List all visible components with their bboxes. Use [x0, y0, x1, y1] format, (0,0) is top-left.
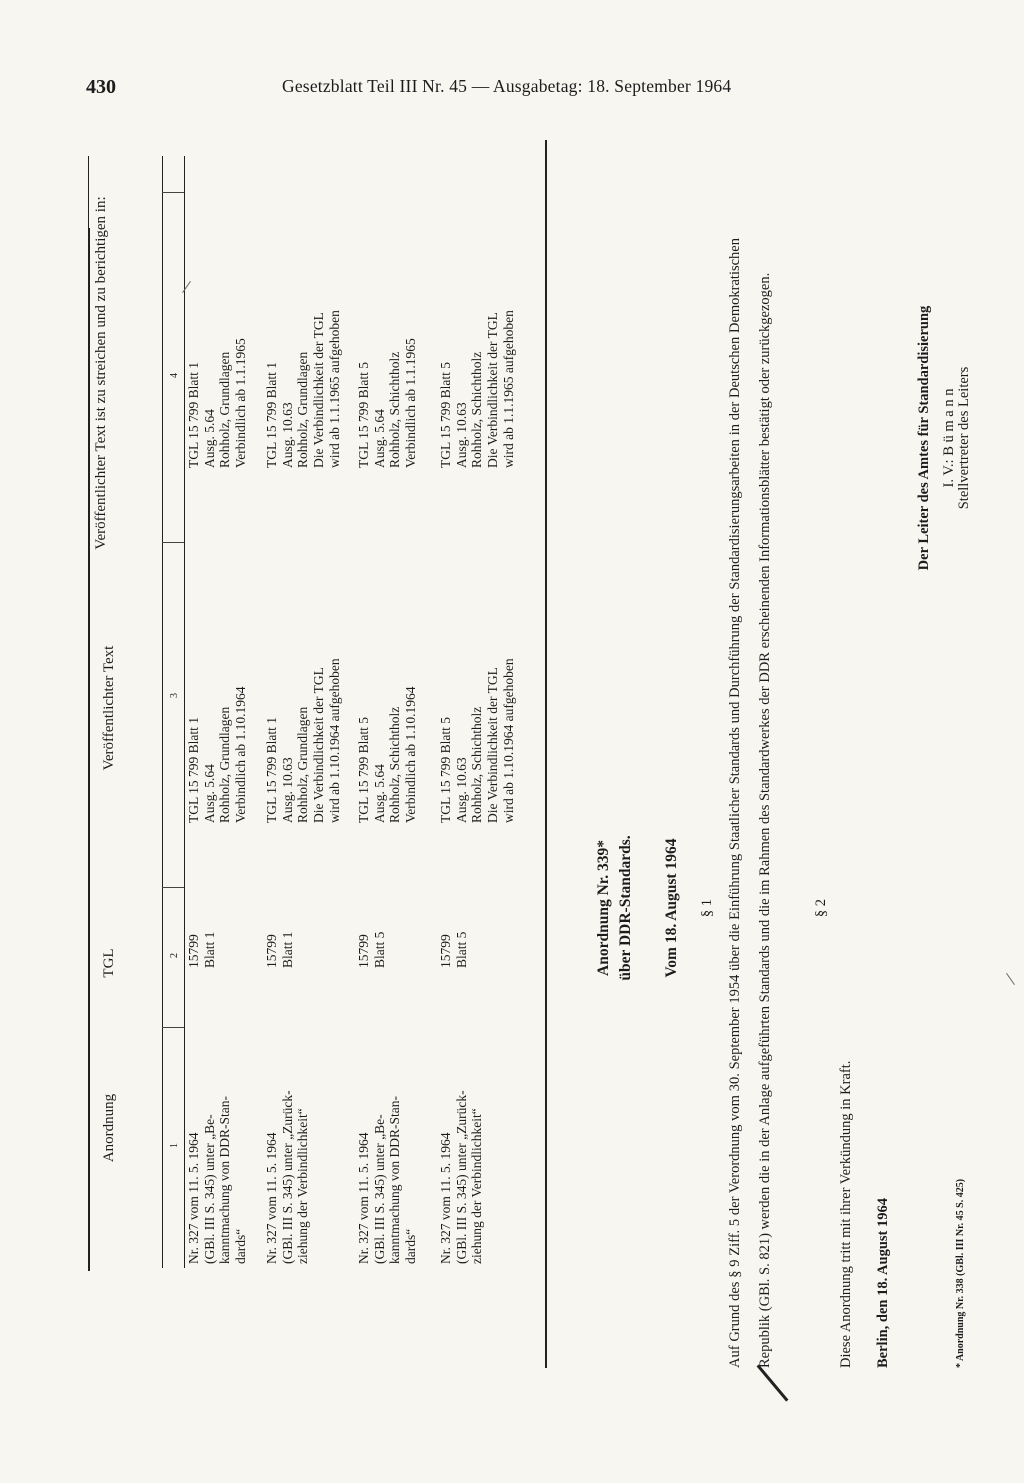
- section-2-symbol: § 2: [813, 898, 829, 918]
- row2-anordnung: Nr. 327 vom 11. 5. 1964 (GBl. III S. 345) unter „Zurück- ziehung der Verbindlichkeit“: [264, 1090, 311, 1264]
- table-header-rule: [162, 156, 163, 1268]
- row2-corrected-text: TGL 15 799 Blatt 1 Ausg. 10.63 Rohholz, Grundlagen Die Verbindlichkeit der TGL wird ab 1.1.1965 aufgehoben: [264, 310, 342, 468]
- section-2-text: Diese Anordnung tritt mit ihrer Verkündung in Kraft.: [838, 1060, 854, 1368]
- row4-tgl: 15799 Blatt 5: [438, 931, 469, 968]
- row4-corrected-text: TGL 15 799 Blatt 5 Ausg. 10.63 Rohholz, Schichtholz Die Verbindlichkeit der TGL wird ab 1.1.1965 aufgehoben: [438, 310, 516, 468]
- row3-published-text: TGL 15 799 Blatt 5 Ausg. 5.64 Rohholz, Schichtholz Verbindlich ab 1.10.1964: [356, 686, 419, 823]
- col-head-anordnung: Anordnung: [101, 1093, 117, 1163]
- page-number: 430: [86, 76, 116, 98]
- decree-title-line1: Anordnung Nr. 339*: [595, 840, 612, 976]
- row4-published-text: TGL 15 799 Blatt 5 Ausg. 10.63 Rohholz, Schichtholz Die Verbindlichkeit der TGL wird ab 1.10.1964 aufgehoben: [438, 658, 516, 823]
- signature-name: I. V.: B ü m a n n: [941, 388, 957, 488]
- decree-date: Vom 18. August 1964: [663, 838, 680, 978]
- page-header-title: Gesetzblatt Teil III Nr. 45 — Ausgabetag: 18. September 1964: [282, 76, 732, 96]
- col-number-4: 4: [169, 373, 180, 378]
- col-head-corrected: Veröffentlichter Text ist zu streichen und zu berichtigen in:: [93, 196, 109, 550]
- section-1-symbol: § 1: [699, 898, 715, 918]
- decree-title-line2: über DDR-Standards.: [617, 835, 634, 981]
- row2-tgl: 15799 Blatt 1: [264, 931, 295, 968]
- col-divider: [162, 1027, 184, 1028]
- signature-role: Stellvertreter des Leiters: [956, 366, 972, 510]
- signature-title: Der Leiter des Amtes für Standardisierung: [916, 305, 932, 571]
- row3-corrected-text: TGL 15 799 Blatt 5 Ausg. 5.64 Rohholz, Schichtholz Verbindlich ab 1.1.1965: [356, 338, 419, 468]
- correction-table: [88, 156, 548, 1268]
- decree-339: [545, 178, 972, 1368]
- section-1-text: Auf Grund des § 9 Ziff. 5 der Verordnung vom 30. September 1954 über die Einführung Staatlicher Standards und Durchführung der Standardisierungsarbeiten in der Deutschen Demokratischen Republik (GBl. S. 821) werden die in der Anlage aufgeführten Standards und die im Rahmen des Standardwerkes der DDR erscheinenden Informationsblätter bestätigt oder zurückgezogen.: [727, 238, 773, 1368]
- col-head-published: Veröffentlichter Text: [101, 645, 117, 771]
- row1-corrected-text: TGL 15 799 Blatt 1 Ausg. 5.64 Rohholz, Grundlagen Verbindlich ab 1.1.1965: [186, 338, 249, 468]
- row4-anordnung: Nr. 327 vom 11. 5. 1964 (GBl. III S. 345) unter „Zurück- ziehung der Verbindlichkeit“: [438, 1090, 485, 1264]
- row2-published-text: TGL 15 799 Blatt 1 Ausg. 10.63 Rohholz, Grundlagen Die Verbindlichkeit der TGL wird ab 1.10.1964 aufgehoben: [264, 658, 342, 823]
- row3-tgl: 15799 Blatt 5: [356, 931, 387, 968]
- handwritten-tick: [1006, 973, 1015, 985]
- col-divider: [162, 542, 184, 543]
- row3-anordnung: Nr. 327 vom 11. 5. 1964 (GBl. III S. 345) unter „Be- kanntmachung von DDR-Stan- dards“: [356, 1096, 419, 1264]
- footnote: * Anordnung Nr. 338 (GBl. III Nr. 45 S. 425): [955, 1178, 966, 1368]
- col-number-1: 1: [169, 1143, 180, 1148]
- handwritten-mark: [757, 1364, 789, 1401]
- table-number-rule: [184, 156, 185, 1268]
- col-head-tgl: TGL: [101, 948, 117, 978]
- row1-tgl: 15799 Blatt 1: [186, 931, 217, 968]
- table-top-rule: [88, 156, 89, 1268]
- row1-published-text: TGL 15 799 Blatt 1 Ausg. 5.64 Rohholz, Grundlagen Verbindlich ab 1.10.1964: [186, 686, 249, 823]
- col-divider: [162, 192, 184, 193]
- place-and-date: Berlin, den 18. August 1964: [875, 1198, 891, 1368]
- row1-anordnung: Nr. 327 vom 11. 5. 1964 (GBl. III S. 345) unter „Be- kanntmachung von DDR-Stan- dards“: [186, 1096, 249, 1264]
- col-number-3: 3: [169, 693, 180, 698]
- col-divider: [162, 887, 184, 888]
- col-number-2: 2: [169, 953, 180, 958]
